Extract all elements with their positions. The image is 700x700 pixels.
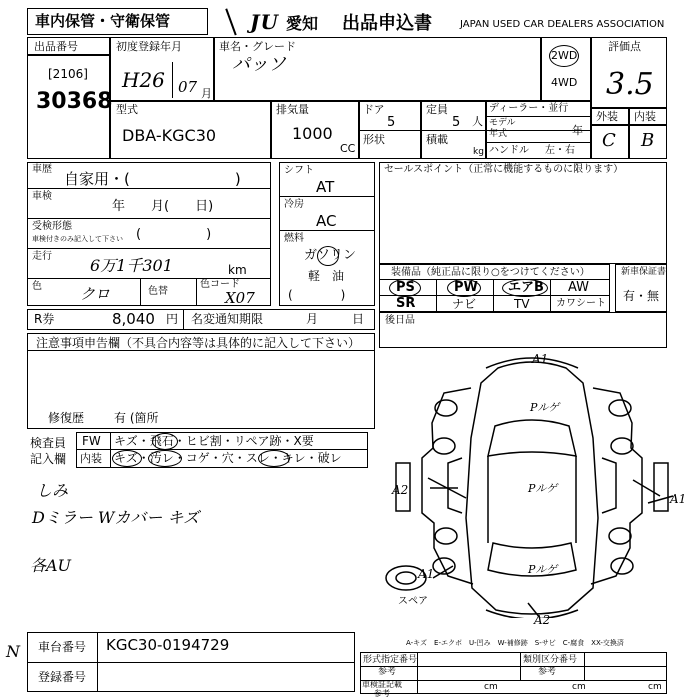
rating-label: 評価点 <box>608 40 641 53</box>
equip-airbag: エアB <box>508 280 544 295</box>
cap-value: 5 <box>452 115 461 130</box>
inspector-fw-items: キズ・飛石・ヒビ割・リペア跡・X要 <box>114 434 314 448</box>
recycle-unit: 円 <box>166 312 179 326</box>
recycle-value: 8,040 <box>112 310 155 328</box>
registration-era-year: H26 <box>122 68 165 92</box>
notice-label: 名変通知期限 <box>191 312 264 326</box>
cat-label: 類別区分番号 <box>523 655 578 665</box>
receipt-note: 車検付きのみ記入して下さい <box>32 235 123 243</box>
lot-label: 出品番号 <box>34 40 78 53</box>
history-label: 車歴 <box>32 164 52 175</box>
inspector-fw-label: FW <box>82 434 101 448</box>
cm-1: cm <box>484 682 498 692</box>
handwritten-line1: しみ <box>36 481 69 500</box>
inspect-value: 年 月( 日) <box>112 199 214 214</box>
receipt-label: 受検形態 <box>32 221 72 232</box>
handwritten-line2: Dミラー Wカバー キズ <box>32 508 200 527</box>
color-value: クロ <box>80 285 111 303</box>
fuel-gas: ガソリン <box>304 248 357 263</box>
handwritten-line3: 各AU <box>30 556 72 575</box>
notice-month: 月 <box>306 312 319 326</box>
inspector-int-items: キズ・汚レ・コゲ・穴・スレ・キレ・破レ <box>114 451 342 465</box>
color-change-label: 色替 <box>148 286 168 297</box>
registration-month-unit: 月 <box>201 87 212 100</box>
door-label: ドア <box>363 103 385 116</box>
after-day-box <box>379 312 667 348</box>
history-value: 自家用・( ) <box>64 170 241 188</box>
reg-label: 登録番号 <box>38 670 87 684</box>
equip-aw: AW <box>568 280 590 295</box>
chassis-label: 車台番号 <box>38 640 87 654</box>
equip-ps: PS <box>396 280 415 295</box>
shape-label: 形状 <box>363 133 385 146</box>
equip-tv: TV <box>514 297 530 311</box>
diagram-label-hood: Pルゲ <box>530 401 560 414</box>
registration-month: 07 <box>178 78 198 96</box>
mileage-label: 走行 <box>32 251 52 262</box>
handle-options: 左・右 <box>545 145 575 156</box>
model-year-label2: 年式 <box>489 129 508 139</box>
diagram-label-right: A1 <box>670 492 687 506</box>
cm-2: cm <box>572 682 586 692</box>
year-unit: 年 <box>572 124 583 137</box>
color-code-value: X07 <box>225 289 255 307</box>
shift-value: AT <box>316 178 335 196</box>
mark-int-circle1 <box>112 450 142 467</box>
diagram-label-bottom: A2 <box>534 613 551 627</box>
warranty-value: 有・無 <box>623 289 660 303</box>
equip-seat: カワシート <box>556 298 606 309</box>
mark-int-circle2 <box>148 450 182 467</box>
pw-circle <box>447 279 481 297</box>
drive-4wd: 4WD <box>551 76 578 89</box>
mileage-unit: km <box>228 263 247 277</box>
header-subtitle: JAPAN USED CAR DEALERS ASSOCIATION <box>460 19 665 30</box>
mark-fw-circle <box>152 433 178 450</box>
after-day-label: 後日品 <box>385 315 415 326</box>
recycle-label: R券 <box>34 312 55 326</box>
inspector-int-label: 内装 <box>80 452 102 465</box>
equip-pw: PW <box>454 280 478 295</box>
model-year-label: モデル <box>489 118 516 128</box>
equip-sr: SR <box>396 296 416 311</box>
model-label: 車名・グレード <box>219 40 296 53</box>
repair-value: 有 (箇所 <box>114 411 159 425</box>
diagram-label-left: A2 <box>392 483 409 497</box>
mark-int-circle3 <box>258 450 290 467</box>
margin-mark: N <box>6 642 20 661</box>
dealer-label: ディーラー・並行 <box>489 103 569 114</box>
rating-ext-label: 外装 <box>596 110 618 123</box>
type-label: 型式 <box>116 103 138 116</box>
disp-unit: CC <box>340 142 356 155</box>
rating-int-value: B <box>641 130 655 151</box>
load-label: 積載 <box>426 133 448 146</box>
sales-label: セールスポイント（正常に機能するものに限ります） <box>384 164 624 175</box>
diagram-label-left-low: A1 <box>418 567 435 581</box>
diagram-label-top: A1 <box>532 352 549 366</box>
cap-unit: 人 <box>472 115 483 128</box>
fuel-paren: ( ) <box>288 288 346 302</box>
ac-label: 冷房 <box>284 199 304 210</box>
lot-sub: [2106] <box>48 67 88 81</box>
diagram-label-spare: スペア <box>398 596 428 607</box>
equip-navi: ナビ <box>452 297 477 311</box>
registration-label: 初度登録年月 <box>116 40 182 53</box>
drive-2wd: 2WD <box>551 49 578 62</box>
sales-box <box>379 162 667 264</box>
warranty-label: 新車保証書 <box>621 267 667 277</box>
shift-label: シフト <box>284 165 314 176</box>
type-value: DBA-KGC30 <box>122 126 217 145</box>
size-label: 車検証記載 <box>362 680 402 689</box>
ref-label3: 参考 <box>374 689 390 698</box>
disp-value: 1000 <box>292 124 333 143</box>
diagram-label-roof: Pルゲ <box>528 482 558 495</box>
ref-label: 参考 <box>378 667 397 677</box>
diagram-legend: A-キズ E-エクボ U-凹み W-補修跡 S-サビ C-腐食 XX-交換済 <box>406 639 624 647</box>
disp-label: 排気量 <box>276 103 309 116</box>
inspector-label2: 記入欄 <box>30 452 67 466</box>
ac-value: AC <box>316 212 337 230</box>
airbag-circle <box>502 279 548 297</box>
header-org: 愛知 <box>286 14 319 33</box>
door-value: 5 <box>387 115 396 130</box>
ps-circle <box>389 279 421 297</box>
diagram-label-trunk: Pルゲ <box>528 563 558 576</box>
equipment-label: 装備品（純正品に限り○をつけてください） <box>391 267 590 278</box>
rating-value: 3.5 <box>606 67 654 102</box>
mileage-value: 6万1千301 <box>90 256 173 275</box>
cap-label: 定員 <box>426 103 448 116</box>
header-tag: 車内保管・守衛保管 <box>35 12 171 30</box>
notes-label: 注意事項申告欄（不具合内容等は具体的に記入して下さい） <box>36 336 361 350</box>
chassis-value: KGC30-0194729 <box>106 636 230 654</box>
model-value: パッソ <box>232 54 286 75</box>
receipt-value: ( ) <box>136 227 212 242</box>
color-code-label: 色コード <box>200 279 240 290</box>
rating-ext-value: C <box>602 130 616 151</box>
ref-label2: 参考 <box>538 667 557 677</box>
load-unit: kg <box>473 147 484 157</box>
ju-logo: JU <box>250 10 279 34</box>
handle-label: ハンドル <box>489 145 529 156</box>
rating-int-label: 内装 <box>634 110 656 123</box>
color-label: 色 <box>32 281 42 292</box>
lot-number: 30368 <box>36 89 113 114</box>
fuel-label: 燃料 <box>284 233 304 244</box>
cm-3: cm <box>648 682 662 692</box>
header-title: 出品申込書 <box>342 13 432 34</box>
inspector-label1: 検査員 <box>30 436 67 450</box>
notice-day: 日 <box>352 312 365 326</box>
cert-label: 形式指定番号 <box>363 655 418 665</box>
inspect-label: 車検 <box>32 191 52 202</box>
repair-label: 修復歴 <box>48 411 85 425</box>
fuel-diesel: 軽 油 <box>308 269 345 283</box>
